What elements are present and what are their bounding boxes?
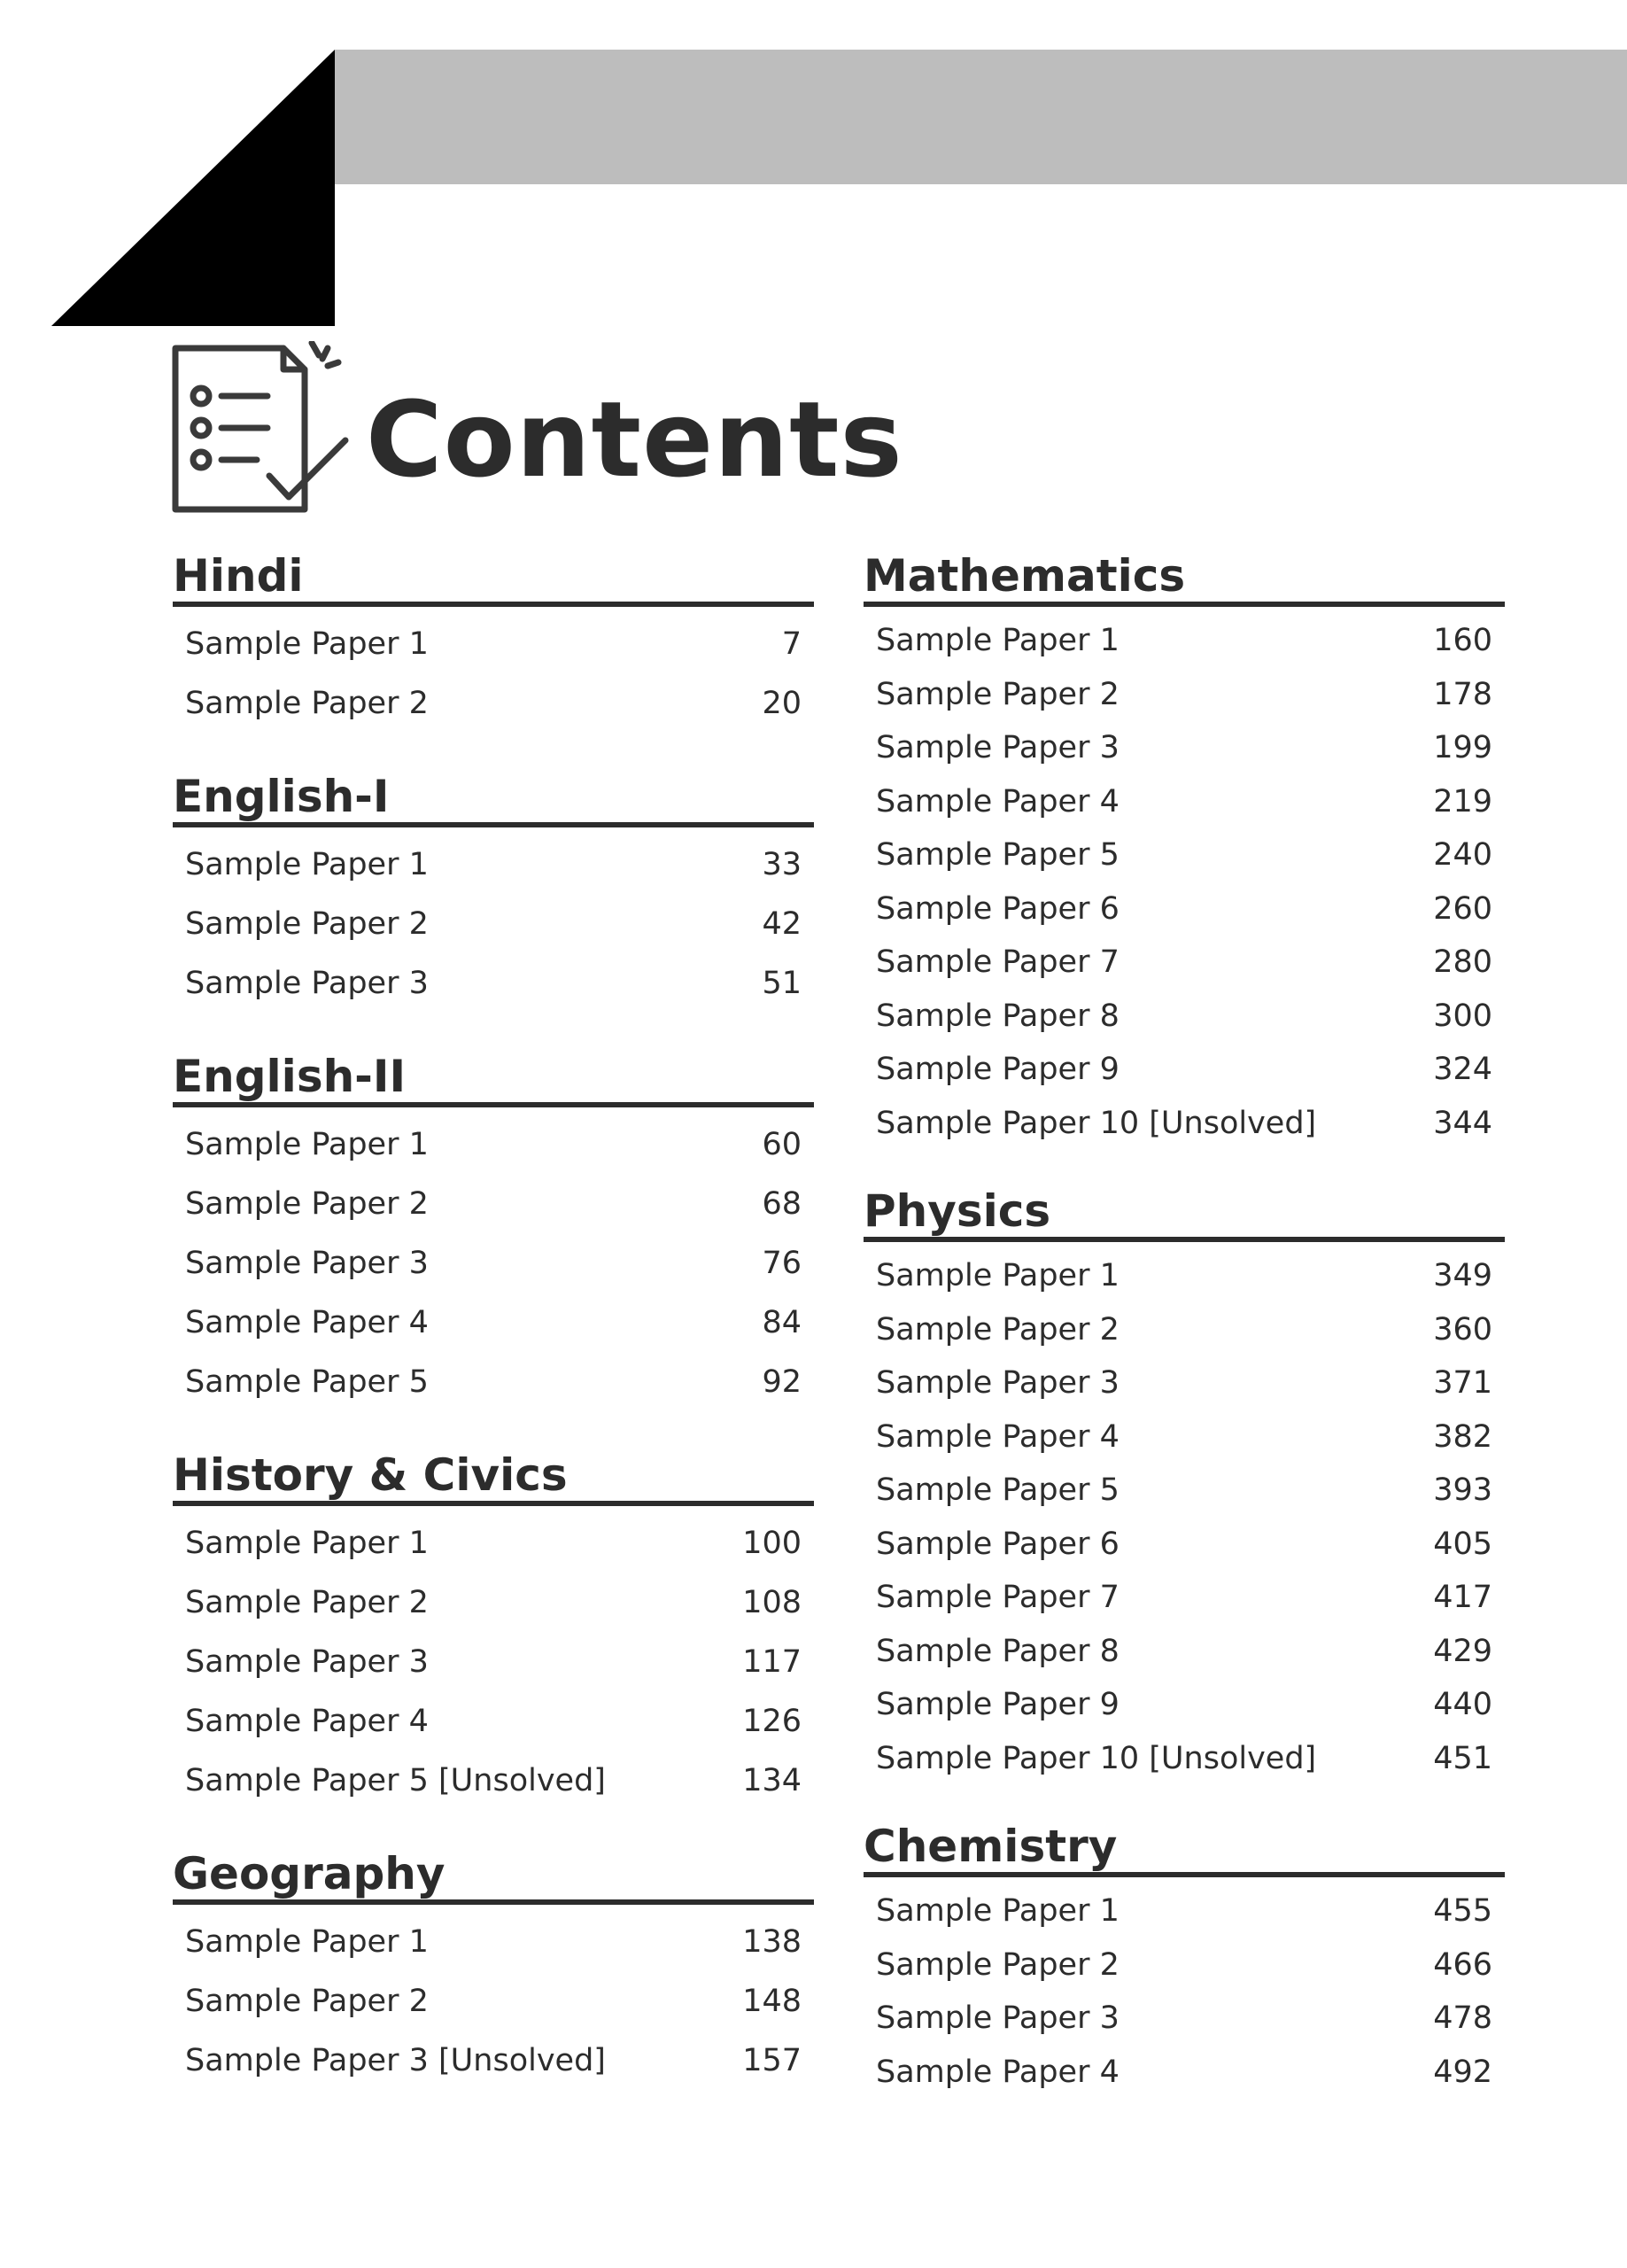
toc-entry[interactable]: [876, 1992, 1492, 2046]
entry-page: 466: [1433, 1946, 1492, 1983]
toc-entry[interactable]: [876, 668, 1492, 722]
entry-label: Sample Paper 1: [185, 625, 429, 662]
toc-entry[interactable]: [876, 721, 1492, 775]
entry-label: Sample Paper 9: [876, 1052, 1120, 1088]
toc-entry[interactable]: [185, 614, 802, 673]
entry-page: 455: [1433, 1893, 1492, 1930]
entry-page: 117: [742, 1643, 802, 1680]
toc-entry[interactable]: [185, 673, 802, 733]
entry-label: Sample Paper 2: [185, 1584, 429, 1620]
entry-label: Sample Paper 5: [185, 1363, 429, 1400]
entry-label: Sample Paper 1: [876, 1893, 1120, 1930]
section-title: Chemistry: [864, 1824, 1505, 1877]
entry-label: Sample Paper 4: [185, 1304, 429, 1340]
top-gray-band: [335, 50, 1627, 184]
toc-entry[interactable]: [876, 614, 1492, 668]
toc-entry[interactable]: [185, 894, 802, 953]
toc-entry[interactable]: [876, 1043, 1492, 1097]
toc-entry[interactable]: [876, 2046, 1492, 2100]
entry-label: Sample Paper 2: [876, 1311, 1120, 1348]
section-physics: [864, 1185, 1505, 1785]
entry-label: Sample Paper 5: [876, 1472, 1120, 1509]
toc-entry[interactable]: [876, 1884, 1492, 1938]
entry-page: 60: [762, 1126, 802, 1162]
toc-entry[interactable]: [185, 1751, 802, 1810]
left-column: [173, 550, 814, 2090]
toc-entry[interactable]: [876, 1571, 1492, 1625]
toc-entry[interactable]: [876, 1356, 1492, 1410]
entry-label: Sample Paper 2: [185, 1185, 429, 1222]
entry-label: Sample Paper 8: [876, 998, 1120, 1034]
entry-label: Sample Paper 3: [185, 1643, 429, 1680]
entry-label: Sample Paper 2: [876, 676, 1120, 712]
entry-label: Sample Paper 1: [185, 1525, 429, 1561]
entry-page: 178: [1433, 676, 1492, 712]
section-history-civics: [173, 1449, 814, 1810]
entry-label: Sample Paper 1: [185, 1126, 429, 1162]
entry-page: 148: [742, 1983, 802, 2019]
toc-entry[interactable]: [185, 1691, 802, 1751]
entry-page: 451: [1433, 1740, 1492, 1776]
section-mathematics: [864, 550, 1505, 1150]
entry-page: 199: [1433, 730, 1492, 766]
toc-entry[interactable]: [185, 1971, 802, 2031]
toc-entry[interactable]: [876, 1938, 1492, 1992]
entry-label: Sample Paper 1: [185, 1923, 429, 1960]
entry-page: 51: [762, 965, 802, 1001]
contents-header: [170, 341, 903, 523]
toc-entry[interactable]: [185, 1233, 802, 1293]
entry-page: 440: [1433, 1687, 1492, 1723]
toc-entry[interactable]: [185, 1293, 802, 1352]
entry-label: Sample Paper 10 [Unsolved]: [876, 1740, 1317, 1776]
toc-entry[interactable]: [876, 1303, 1492, 1357]
page-title: Contents: [366, 377, 903, 501]
toc-entry[interactable]: [876, 775, 1492, 829]
toc-entry[interactable]: [185, 1912, 802, 1971]
entry-label: Sample Paper 5 [Unsolved]: [185, 1762, 606, 1798]
toc-entry[interactable]: [876, 1410, 1492, 1464]
toc-entry[interactable]: [185, 1513, 802, 1573]
entry-page: 478: [1433, 2000, 1492, 2037]
entry-label: Sample Paper 7: [876, 944, 1120, 981]
entry-label: Sample Paper 2: [185, 685, 429, 721]
toc-entry[interactable]: [185, 1573, 802, 1632]
toc-entry[interactable]: [876, 1678, 1492, 1732]
toc-entry[interactable]: [185, 835, 802, 894]
toc-entry[interactable]: [876, 1732, 1492, 1786]
entry-page: 76: [762, 1245, 802, 1281]
entry-page: 7: [781, 625, 802, 662]
entry-label: Sample Paper 1: [876, 1258, 1120, 1294]
entry-page: 417: [1433, 1580, 1492, 1616]
entry-label: Sample Paper 4: [876, 783, 1120, 819]
entry-page: 344: [1433, 1105, 1492, 1141]
entry-page: 219: [1433, 783, 1492, 819]
corner-triangle-decoration: [51, 50, 335, 326]
entry-page: 20: [762, 685, 802, 721]
entry-label: Sample Paper 2: [876, 1946, 1120, 1983]
entry-label: Sample Paper 3: [876, 1365, 1120, 1402]
section-geography: [173, 1848, 814, 2090]
toc-entry[interactable]: [185, 1352, 802, 1411]
entry-page: 68: [762, 1185, 802, 1222]
entry-page: 324: [1433, 1052, 1492, 1088]
entry-page: 240: [1433, 837, 1492, 874]
entry-page: 84: [762, 1304, 802, 1340]
toc-entry[interactable]: [185, 953, 802, 1013]
section-title: English-II: [173, 1054, 814, 1107]
entry-label: Sample Paper 3 [Unsolved]: [185, 2042, 606, 2078]
entry-page: 371: [1433, 1365, 1492, 1402]
entry-page: 360: [1433, 1311, 1492, 1348]
entry-page: 42: [762, 905, 802, 942]
entry-page: 300: [1433, 998, 1492, 1034]
entry-label: Sample Paper 3: [185, 1245, 429, 1281]
section-english-1: [173, 771, 814, 1013]
entry-label: Sample Paper 5: [876, 837, 1120, 874]
entry-label: Sample Paper 4: [876, 1418, 1120, 1455]
entry-page: 280: [1433, 944, 1492, 981]
toc-entry[interactable]: [876, 936, 1492, 990]
entry-page: 492: [1433, 2054, 1492, 2090]
section-title: History & Civics: [173, 1453, 814, 1506]
toc-entry[interactable]: [876, 1249, 1492, 1303]
toc-entry[interactable]: [185, 1115, 802, 1174]
toc-entry[interactable]: [876, 882, 1492, 936]
toc-entry[interactable]: [876, 1518, 1492, 1572]
entry-page: 126: [742, 1703, 802, 1739]
entry-label: Sample Paper 4: [876, 2054, 1120, 2090]
entry-label: Sample Paper 3: [876, 730, 1120, 766]
section-chemistry: [864, 1821, 1505, 2099]
entry-label: Sample Paper 1: [876, 623, 1120, 659]
section-english-2: [173, 1051, 814, 1411]
entry-page: 134: [742, 1762, 802, 1798]
entry-page: 160: [1433, 623, 1492, 659]
entry-page: 429: [1433, 1633, 1492, 1669]
entry-page: 382: [1433, 1418, 1492, 1455]
entry-label: Sample Paper 3: [876, 2000, 1120, 2037]
entry-label: Sample Paper 1: [185, 846, 429, 882]
entry-label: Sample Paper 6: [876, 890, 1120, 927]
toc-entry[interactable]: [876, 828, 1492, 882]
toc-entry[interactable]: [185, 1632, 802, 1691]
section-title: Hindi: [173, 554, 814, 607]
checklist-icon: [170, 341, 360, 523]
entry-page: 260: [1433, 890, 1492, 927]
entry-page: 157: [742, 2042, 802, 2078]
toc-entry[interactable]: [185, 1174, 802, 1233]
entry-label: Sample Paper 8: [876, 1633, 1120, 1669]
section-title: Geography: [173, 1852, 814, 1905]
right-column: [864, 550, 1505, 2099]
entry-page: 33: [762, 846, 802, 882]
entry-page: 393: [1433, 1472, 1492, 1509]
entry-page: 92: [762, 1363, 802, 1400]
entry-label: Sample Paper 2: [185, 905, 429, 942]
entry-page: 405: [1433, 1526, 1492, 1562]
toc-entry[interactable]: [876, 1464, 1492, 1518]
toc-entry[interactable]: [876, 1625, 1492, 1679]
entry-page: 100: [742, 1525, 802, 1561]
toc-entry[interactable]: [876, 990, 1492, 1044]
toc-entry[interactable]: [876, 1097, 1492, 1151]
section-title: Mathematics: [864, 554, 1505, 607]
entry-label: Sample Paper 2: [185, 1983, 429, 2019]
entry-label: Sample Paper 7: [876, 1580, 1120, 1616]
entry-page: 108: [742, 1584, 802, 1620]
entry-label: Sample Paper 9: [876, 1687, 1120, 1723]
section-title: Physics: [864, 1189, 1505, 1242]
entry-label: Sample Paper 10 [Unsolved]: [876, 1105, 1317, 1141]
entry-page: 138: [742, 1923, 802, 1960]
entry-page: 349: [1433, 1258, 1492, 1294]
section-title: English-I: [173, 774, 814, 827]
entry-label: Sample Paper 6: [876, 1526, 1120, 1562]
section-hindi: [173, 550, 814, 733]
entry-label: Sample Paper 4: [185, 1703, 429, 1739]
toc-entry[interactable]: [185, 2031, 802, 2090]
entry-label: Sample Paper 3: [185, 965, 429, 1001]
